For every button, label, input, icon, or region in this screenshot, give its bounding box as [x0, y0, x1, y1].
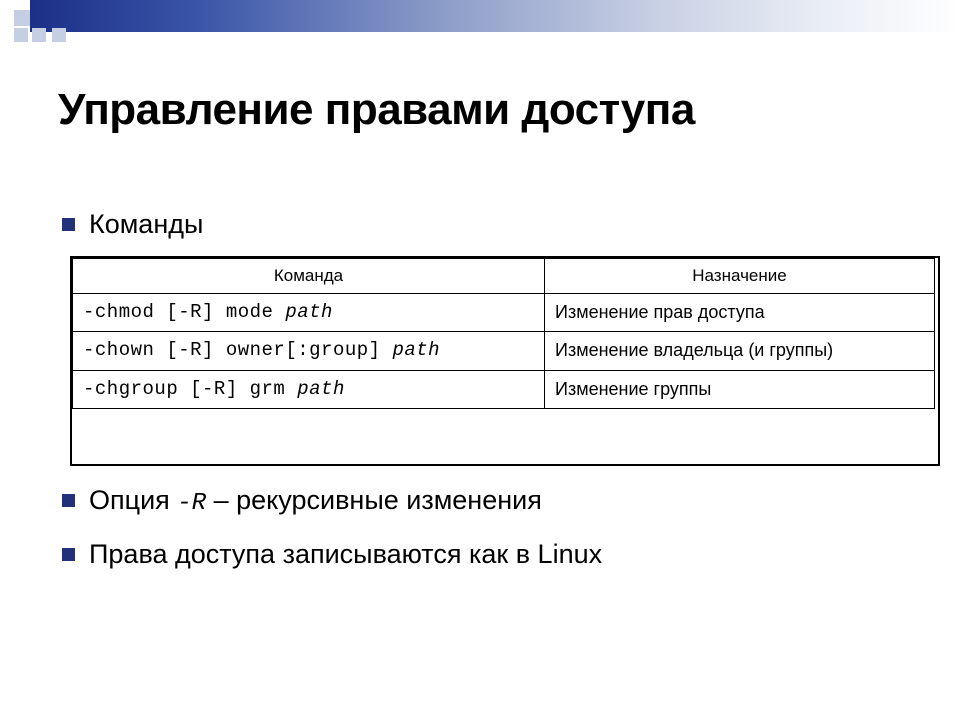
bullet-rights — [62, 538, 602, 572]
table-cell-command — [73, 294, 545, 332]
page-title: Управление правами доступа — [58, 85, 695, 134]
command-path-italic: path — [297, 377, 345, 400]
table-cell-description: Изменение группы — [545, 370, 935, 408]
header-square-1 — [14, 10, 30, 26]
table-row — [73, 370, 935, 408]
bullet-marker-icon — [62, 494, 75, 507]
decorative-header-band — [0, 0, 960, 46]
bullet-option-prefix: Опция — [89, 485, 178, 515]
table-header-command: Команда — [73, 259, 545, 294]
bullet-marker-icon — [62, 548, 75, 561]
command-text: -chgroup [-R] grm — [83, 377, 298, 400]
header-gradient-bar — [30, 0, 960, 32]
bullet-rights-label: Права доступа записываются как в Linux — [89, 539, 603, 569]
commands-table — [72, 258, 935, 409]
bullet-option-label — [89, 484, 542, 519]
bullet-option-mono: -R — [177, 490, 207, 517]
table-cell-command — [73, 332, 545, 370]
command-path-italic: path — [392, 339, 441, 362]
bullet-marker-icon — [62, 218, 75, 231]
command-text: -chown [-R] owner[:group] — [83, 339, 393, 362]
header-square-2 — [32, 28, 46, 42]
table-row — [73, 294, 935, 332]
table-cell-command — [73, 370, 545, 408]
bullet-commands-label: Команды — [89, 209, 204, 239]
bullet-commands — [62, 208, 203, 242]
command-path-italic: path — [285, 301, 333, 323]
bullet-option — [62, 484, 542, 519]
table-row — [73, 332, 935, 370]
command-text: -chmod [-R] mode — [83, 301, 286, 323]
header-square-3 — [52, 28, 66, 42]
table-header-purpose: Назначение — [545, 259, 935, 294]
table-header-row — [73, 259, 935, 294]
bullet-option-suffix: – рекурсивные изменения — [206, 485, 542, 515]
table-cell-description: Изменение прав доступа — [545, 294, 935, 332]
table-cell-description: Изменение владельца (и группы) — [545, 332, 935, 370]
header-square-4 — [14, 28, 28, 42]
